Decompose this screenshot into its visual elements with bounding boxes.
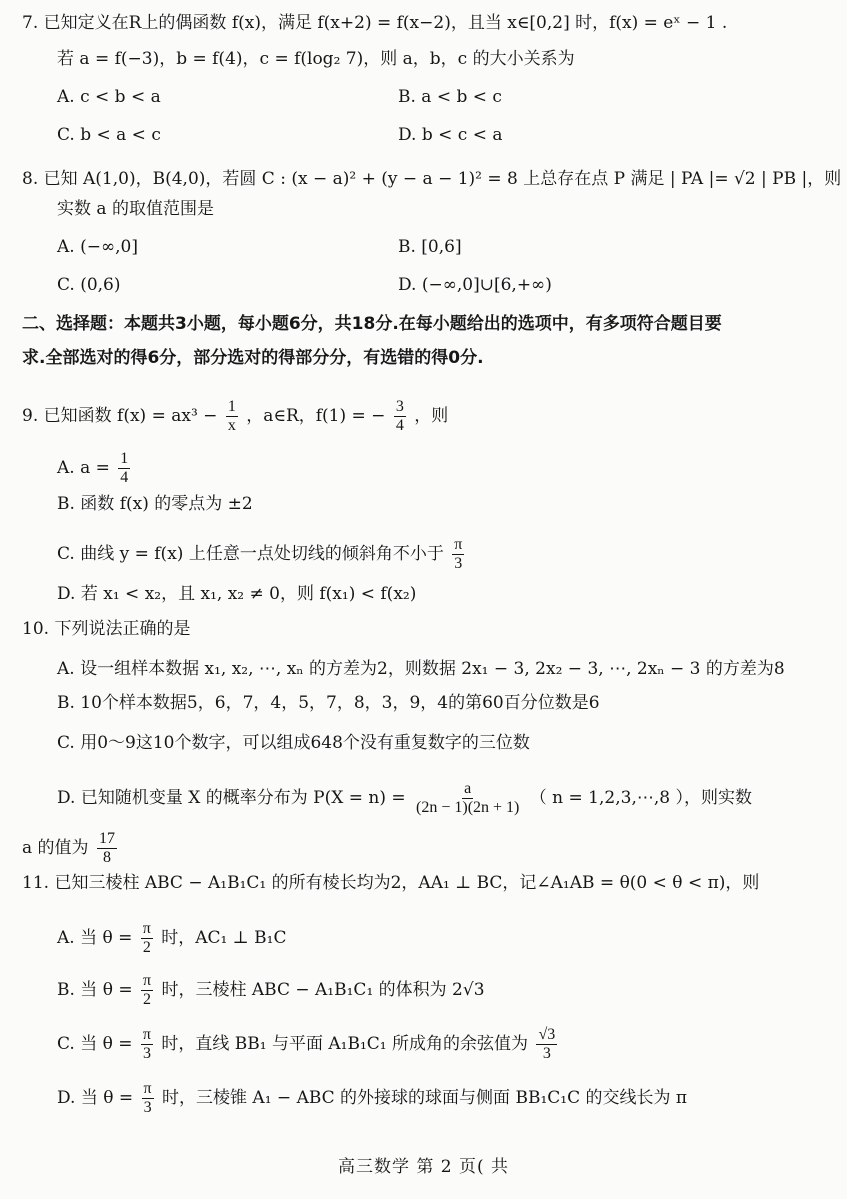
q11-option-c-label: C. 当 θ = xyxy=(57,1034,133,1054)
q11-option-b xyxy=(57,972,485,1009)
q8-option-d: D. (−∞,0]∪[6,+∞) xyxy=(398,275,552,295)
q11-option-c-text: 时，直线 BB₁ 与平面 A₁B₁C₁ 所成角的余弦值为 xyxy=(161,1034,529,1054)
q9-fraction-3-over-4 xyxy=(394,398,406,435)
q9-option-a-fraction xyxy=(118,450,130,487)
q7-stem-line1: 7. 已知定义在R上的偶函数 f(x)，满足 f(x+2) = f(x−2)，且当 x∈[0,2] 时，f(x) = eˣ − 1 . xyxy=(22,13,728,33)
q11-option-c-den: 3 xyxy=(142,1045,151,1062)
q11-option-c xyxy=(57,1026,560,1063)
q9-stem xyxy=(22,398,448,435)
q11-option-a-label: A. 当 θ = xyxy=(57,928,133,948)
q9-option-a-label: A. a = xyxy=(57,458,110,478)
section2-instructions-line2: 求.全部选对的得6分，部分选对的得部分分，有选错的得0分. xyxy=(22,348,484,368)
q10-option-d-line2-text: a 的值为 xyxy=(22,838,89,858)
q11-option-a-text: 时，AC₁ ⊥ B₁C xyxy=(161,928,287,948)
q7-option-b: B. a < b < c xyxy=(398,87,502,107)
q8-option-a: A. (−∞,0] xyxy=(57,237,138,257)
section2-instructions-line1: 二、选择题：本题共3小题，每小题6分，共18分.在每小题给出的选项中，有多项符合题目要 xyxy=(22,314,722,334)
q11-option-d-num: π xyxy=(143,1080,152,1097)
q11-option-d xyxy=(57,1080,687,1117)
q11-option-b-num: π xyxy=(143,972,152,989)
q9-option-c-den: 3 xyxy=(454,555,463,572)
q9-option-a-den: 4 xyxy=(120,469,129,486)
q10-option-c: C. 用0～9这10个数字，可以组成648个没有重复数字的三位数 xyxy=(57,733,530,753)
q11-stem: 11. 已知三棱柱 ABC − A₁B₁C₁ 的所有棱长均为2，AA₁ ⊥ BC，记∠A₁AB = θ(0 < θ < π)，则 xyxy=(22,873,760,893)
q9-stem-part-a: 9. 已知函数 f(x) = ax³ − xyxy=(22,406,218,426)
q10-stem: 10. 下列说法正确的是 xyxy=(22,619,191,639)
page-footer: 高三数学 第 2 页( 共 xyxy=(337,1157,510,1177)
q10-option-d-value-fraction xyxy=(97,830,117,867)
q10-option-d-num: a xyxy=(464,780,472,797)
q9-frac-num: 1 xyxy=(227,398,236,415)
q10-option-b: B. 10个样本数据5，6，7，4，5，7，8，3，9，4的第60百分位数是6 xyxy=(57,693,600,713)
q9-stem-part-c: ，则 xyxy=(414,406,449,426)
q8-option-b: B. [0,6] xyxy=(398,237,462,257)
q9-frac2-den: 4 xyxy=(395,417,404,434)
q11-option-c-num: π xyxy=(142,1026,151,1043)
q11-option-d-text: 时，三棱锥 A₁ − ABC 的外接球的球面与侧面 BB₁C₁C 的交线长为 π xyxy=(162,1088,688,1108)
q9-stem-part-b: ，a∈R，f(1) = − xyxy=(246,406,386,426)
q10-option-d xyxy=(57,780,752,817)
q11-option-b-label: B. 当 θ = xyxy=(57,980,133,1000)
q10-option-d-text: D. 已知随机变量 X 的概率分布为 P(X = n) = xyxy=(57,788,406,808)
q11-option-d-den: 3 xyxy=(143,1099,152,1116)
q11-option-b-fraction xyxy=(141,972,153,1009)
q9-option-a xyxy=(57,450,133,487)
q9-fraction-1-over-x xyxy=(226,398,238,435)
q11-option-b-text: 时，三棱柱 ABC − A₁B₁C₁ 的体积为 2√3 xyxy=(161,980,485,1000)
q7-option-a: A. c < b < a xyxy=(57,87,161,107)
q9-option-c xyxy=(57,536,467,573)
q9-option-c-fraction xyxy=(452,536,464,573)
q10-option-d-value-num: 17 xyxy=(98,830,115,847)
q10-option-d-line2 xyxy=(22,830,120,867)
q8-option-c: C. (0,6) xyxy=(57,275,121,295)
q11-option-c-result-num: √3 xyxy=(538,1026,556,1043)
q10-option-d-fraction xyxy=(414,780,521,817)
q10-option-d-tail: （ n = 1,2,3,⋯,8 ），则实数 xyxy=(529,788,752,808)
q10-option-d-den: (2n − 1)(2n + 1) xyxy=(416,799,520,816)
q10-option-d-value-den: 8 xyxy=(102,849,111,866)
q8-stem-line1: 8. 已知 A(1,0)，B(4,0)，若圆 C : (x − a)² + (y − a − 1)² = 8 上总存在点 P 满足 | PA |= √2 | PB |，则 xyxy=(22,169,842,189)
q11-option-a-fraction xyxy=(141,920,153,957)
q7-option-c: C. b < a < c xyxy=(57,125,161,145)
q7-stem-line2: 若 a = f(−3)，b = f(4)，c = f(log₂ 7)，则 a，b，c 的大小关系为 xyxy=(57,49,575,69)
q9-option-c-num: π xyxy=(454,536,463,553)
q11-option-c-result-fraction xyxy=(536,1026,557,1063)
q8-stem-line2: 实数 a 的取值范围是 xyxy=(57,199,214,219)
q7-option-d: D. b < c < a xyxy=(398,125,503,145)
q9-option-a-num: 1 xyxy=(120,450,129,467)
q9-option-b: B. 函数 f(x) 的零点为 ±2 xyxy=(57,494,253,514)
q9-frac2-num: 3 xyxy=(395,398,404,415)
q9-option-c-text: C. 曲线 y = f(x) 上任意一点处切线的倾斜角不小于 xyxy=(57,544,444,564)
q9-option-d: D. 若 x₁ < x₂，且 x₁, x₂ ≠ 0，则 f(x₁) < f(x₂) xyxy=(57,584,417,604)
q11-option-a-num: π xyxy=(142,920,151,937)
q11-option-a xyxy=(57,920,286,957)
q11-option-d-label: D. 当 θ = xyxy=(57,1088,134,1108)
q11-option-c-fraction xyxy=(141,1026,153,1063)
q11-option-c-result-den: 3 xyxy=(542,1045,551,1062)
q10-option-a: A. 设一组样本数据 x₁, x₂, ⋯, xₙ 的方差为2，则数据 2x₁ − 3, 2x₂ − 3, ⋯, 2xₙ − 3 的方差为8 xyxy=(57,659,785,679)
q9-frac-den: x xyxy=(227,417,236,434)
q11-option-a-den: 2 xyxy=(142,939,151,956)
q11-option-b-den: 2 xyxy=(143,991,152,1008)
q11-option-d-fraction xyxy=(142,1080,154,1117)
